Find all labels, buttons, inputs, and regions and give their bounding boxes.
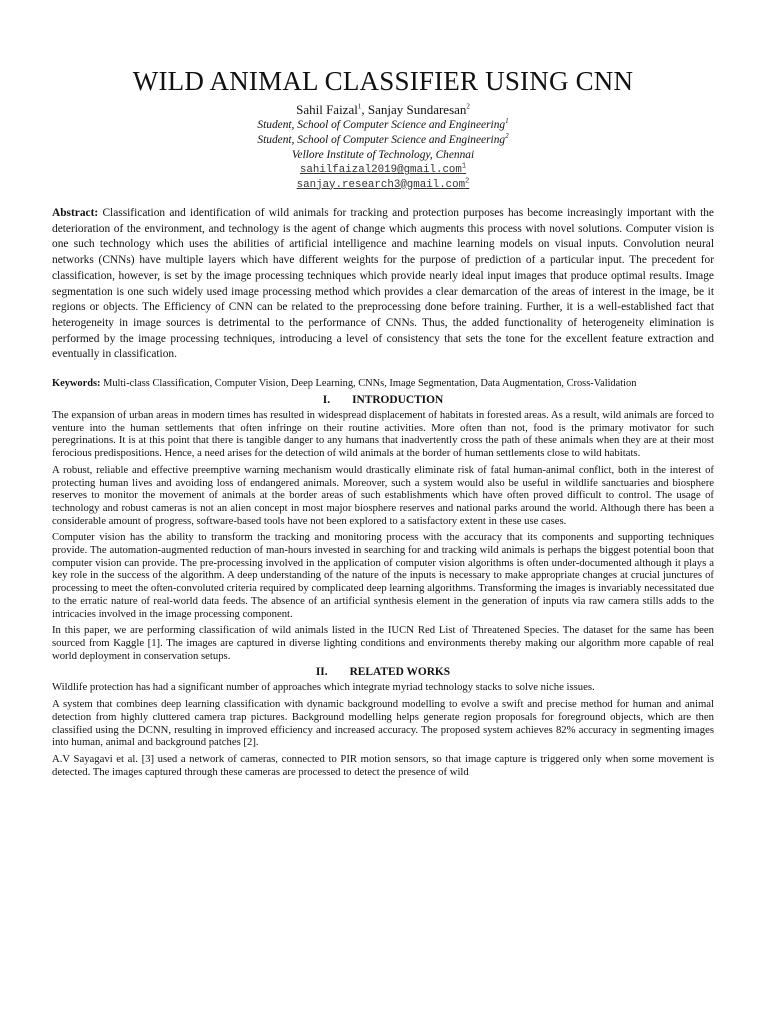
paragraph: The expansion of urban areas in modern times has resulted in widespread displacement of habitats in forested areas. As a result, wild animals are forced to venture into the human settlements that often infringe on their routine activities. More often than not, food is the primary motivator for such peregrinations. It is at this point that there is tangible danger to any humans that inadvertently cross the path of these animals when they are at their most ferocious predispositions. Hence, a need arises for the detection of wild animals at the border of human settlements close to wild habitats.	[52, 409, 714, 460]
paragraph: A system that combines deep learning classification with dynamic background modelling to evolve a swift and precise method for human and animal detection from highly cluttered camera trap pictures. Background modelling helps generate region proposals for foreground objects, which are then classified using the DCNN, resulting in improved efficiency and increased accuracy. The proposed system achieves 82% accuracy in segmenting images into human, animal and background patches [2].	[52, 698, 714, 749]
paragraph: Computer vision has the ability to transform the tracking and monitoring process with the accuracy that its components and supporting techniques provide. The automation-augmented reduction of man-hours invested in searching for and tracking wild animals is perhaps the biggest potential boon that computer vision can provide. The pre-processing involved in the application of computer vision algorithms is often under-documented although it plays a key role in the success of the algorithm. A deep understanding of the nature of the inputs is necessary to make appropriate changes at crucial junctures of processing to meet the often-convoluted criteria required by complicated deep learning algorithms. Transforming the images is invariably necessitated due to the erratic nature of real-world data feeds. The absence of an artificial synthesis element in the generation of inputs via raw camera stills adds to the intricacies involved in the image processing component.	[52, 531, 714, 620]
author-name: Sanjay Sundaresan	[367, 102, 467, 117]
section-title: RELATED WORKS	[349, 666, 451, 679]
section-heading-introduction	[52, 394, 714, 407]
abstract-label: Abstract:	[52, 207, 99, 219]
affiliation	[52, 118, 714, 133]
section-heading-related-works	[52, 666, 714, 679]
abstract	[52, 206, 714, 363]
email-link[interactable]	[52, 178, 714, 193]
institution: Vellore Institute of Technology, Chennai	[291, 149, 475, 161]
affiliation-text: Student, School of Computer Science and Engineering	[257, 119, 506, 131]
paper-page	[52, 62, 714, 782]
section-title: INTRODUCTION	[352, 394, 444, 407]
author-line	[52, 102, 714, 118]
email-superscript: 1	[461, 162, 467, 171]
abstract-text: Classification and identification of wild animals for tracking and protection purposes has become increasingly important with the deterioration of the environment, and technology is the agent of change which augments this process with novel solutions. Computer vision is one such technology which uses the abilities of artificial intelligence and machine learning models on visual inputs. Convolution neural networks (CNNs) have multiple layers which have different weights for the purpose of prediction of a particular input. The precedent for classification, however, is set by the image processing techniques which provide nearly ideal input images that produce optimal results. Image segmentation is one such widely used image processing method which provides a clear demarcation of the areas of interest in the image, be it regions or objects. The Efficiency of CNN can be related to the preprocessing done before training. Further, it is a well-established fact that heterogeneity in image sources is detrimental to the performance of CNNs. Thus, the added functionality of heterogeneity elimination is performed by the image processing techniques, introducing a level of consistency that sets the tone for the excellent feature extraction and eventually in classification.	[52, 207, 714, 361]
author-name: Sahil Faizal	[296, 102, 358, 117]
email-superscript: 2	[465, 176, 470, 185]
paragraph: Wildlife protection has had a significant number of approaches which integrate myriad technology stacks to solve niche issues.	[52, 681, 595, 694]
email-link[interactable]	[52, 163, 714, 178]
email-text[interactable]: sahilfaizal2019@gmail.com	[299, 164, 462, 176]
paragraph: A robust, reliable and effective preemptive warning mechanism would drastically eliminate risk of fatal human-animal conflict, both in the interest of protecting human lives and avoiding loss of endangered animals. Moreover, such a system would also be useful in wildlife sanctuaries and biosphere reserves to monitor the movement of animals at the border areas of such establishments which have often proved difficult to control. The usage of technology and robust cameras is not an alien concept in most major biosphere reserves and national parks around the world. Although there has been a considerable amount of progress, software-based tools have not been explored to a satisfactory extent in these use cases.	[52, 463, 714, 527]
section-number: II.	[315, 666, 328, 679]
paragraph: In this paper, we are performing classification of wild animals listed in the IUCN Red List of Threatened Species. The dataset for the same has been sourced from Kaggle [1]. The images are captured in diverse lighting conditions and environments thereby making our algorithm more capable of real world deployment in conservation setups.	[52, 624, 714, 662]
author-superscript: 2	[466, 102, 470, 111]
paper-title: WILD ANIMAL CLASSIFIER USING CNN	[132, 66, 634, 96]
paragraph: A.V Sayagavi et al. [3] used a network of cameras, connected to PIR motion sensors, so that image capture is triggered only when some movement is detected. The images captured through these cameras are processed to detect the presence of wild	[52, 752, 714, 778]
section-number: I.	[322, 394, 331, 407]
affiliation-superscript: 2	[505, 132, 509, 141]
author-separator: ,	[361, 102, 368, 117]
affiliation-text: Student, School of Computer Science and Engineering	[257, 134, 506, 146]
affiliation-superscript: 1	[505, 117, 509, 126]
keywords-label: Keywords:	[52, 378, 101, 390]
author-superscript: 1	[357, 102, 362, 111]
keywords-text: Multi-class Classification, Computer Vision, Deep Learning, CNNs, Image Segmentation, Data Augmentation, Cross-Validation	[103, 378, 637, 390]
keywords	[52, 377, 714, 391]
email-text[interactable]: sanjay.research3@gmail.com	[296, 178, 466, 191]
affiliation	[52, 133, 714, 148]
